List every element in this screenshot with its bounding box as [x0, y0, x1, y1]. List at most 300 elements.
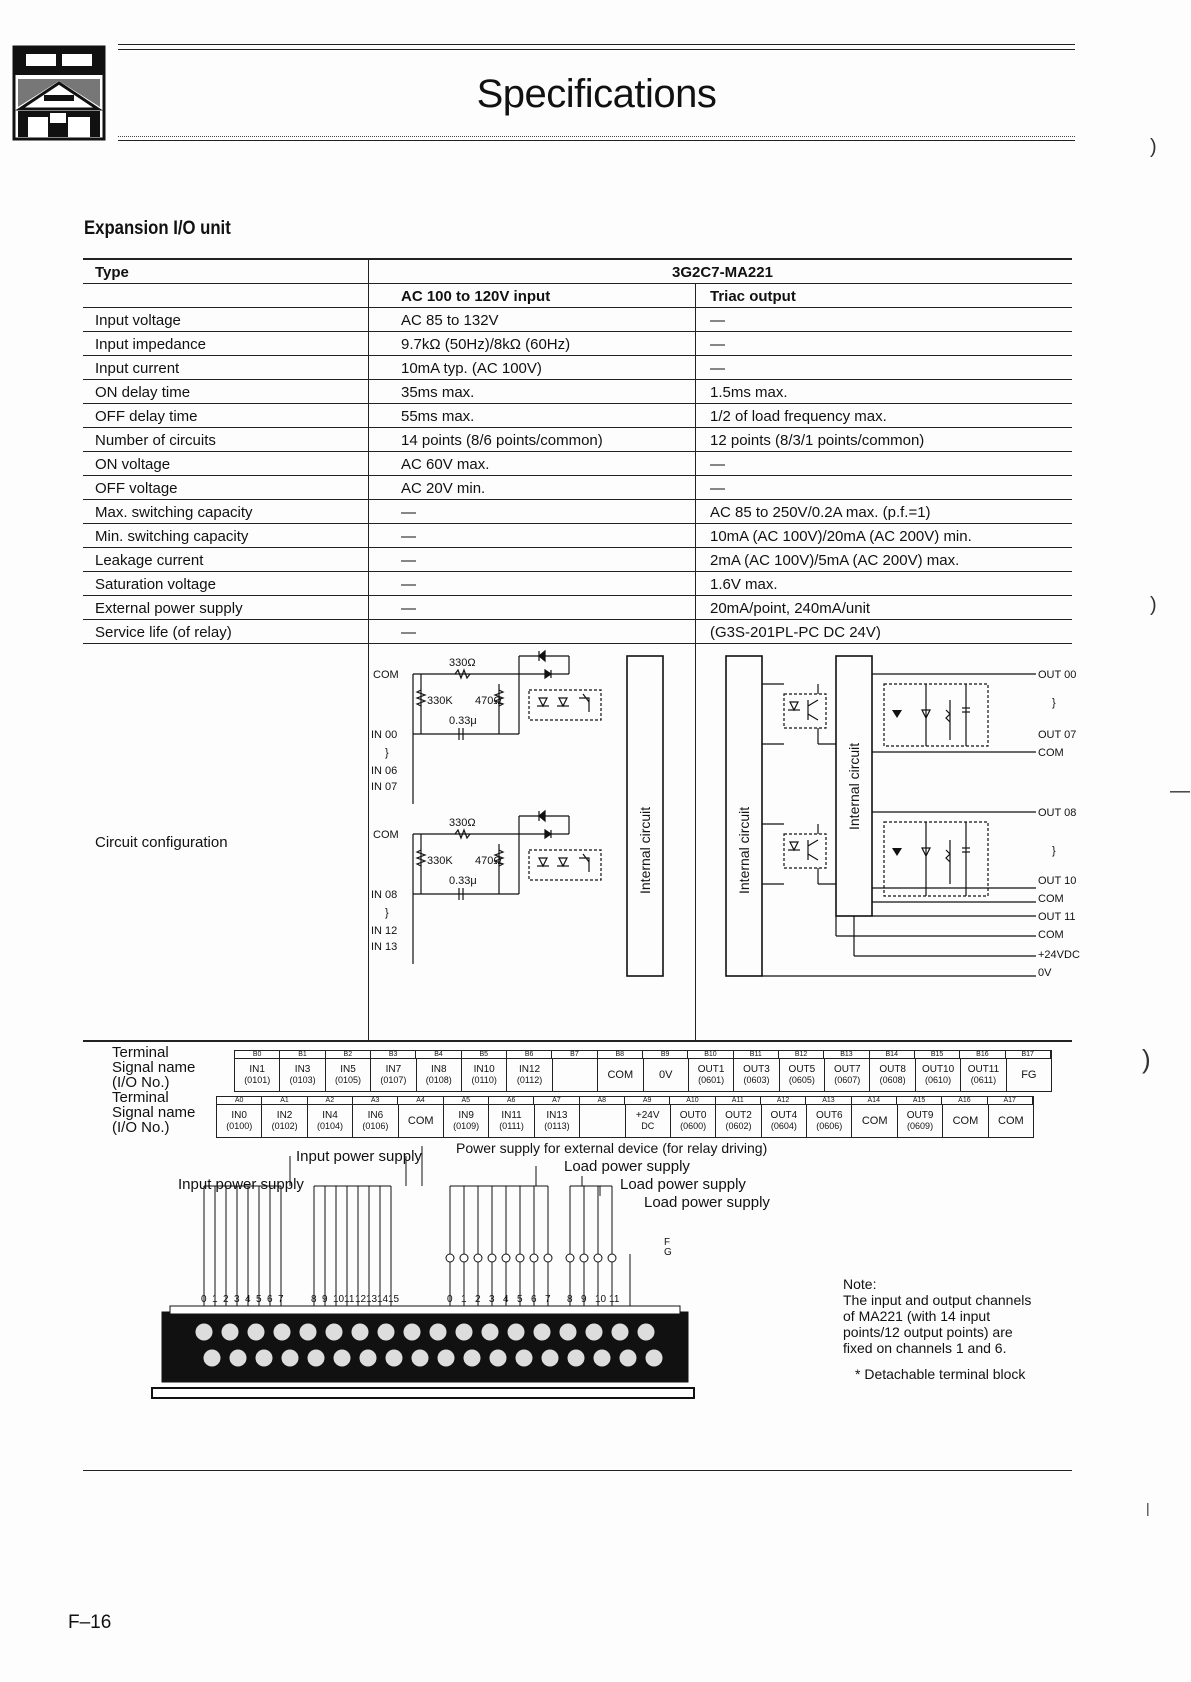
label-internal: Internal circuit: [637, 806, 653, 894]
signal-label: Signal name: [112, 1059, 196, 1076]
terminal-cell: [898, 1105, 943, 1137]
screw-icon: [247, 1323, 265, 1341]
terminal-index: 6: [267, 1294, 273, 1305]
terminal-number: B6: [507, 1051, 552, 1058]
terminal-number: A11: [716, 1097, 761, 1104]
screw-icon: [195, 1323, 213, 1341]
spec-input-value: —: [369, 547, 696, 571]
signal-name: IN7: [385, 1064, 402, 1075]
signal-name: FG: [1021, 1068, 1037, 1081]
spec-output-value: 1.5ms max.: [696, 379, 1073, 403]
screw-icon: [307, 1349, 325, 1367]
terminal-a-row: [216, 1104, 1034, 1138]
signal-name: IN8: [430, 1064, 447, 1075]
terminal-number: A6: [489, 1097, 534, 1104]
terminal-cell: [462, 1059, 507, 1091]
io-number: (0111): [499, 1121, 524, 1131]
spec-input-value: 35ms max.: [369, 379, 696, 403]
signal-name: OUT7: [833, 1064, 861, 1075]
input-power-label: Input power supply: [178, 1176, 304, 1193]
io-number: (0101): [244, 1075, 271, 1085]
label-r1: 330Ω: [449, 816, 476, 829]
terminal-index: 2: [475, 1294, 481, 1305]
label-in00: IN 00: [371, 728, 398, 741]
spec-label: Input current: [83, 355, 369, 379]
screw-icon: [411, 1349, 429, 1367]
terminal-cell: [916, 1059, 961, 1091]
terminal-index: 11: [609, 1294, 620, 1305]
terminal-cell: [644, 1059, 689, 1091]
terminal-cell: [535, 1105, 580, 1137]
label-com: COM: [1038, 928, 1064, 941]
spec-output-value: 1/2 of load frequency max.: [696, 403, 1073, 427]
label-out00: OUT 00: [1038, 668, 1077, 681]
io-label: (I/O No.): [112, 1074, 170, 1091]
io-number: (0604): [770, 1121, 797, 1131]
terminal-index: 13: [366, 1294, 378, 1305]
signal-name: IN5: [340, 1064, 356, 1075]
spec-output-value: 10mA (AC 100V)/20mA (AC 200V) min.: [696, 523, 1073, 547]
screw-icon: [645, 1349, 663, 1367]
label-r3: 470Ω: [475, 694, 502, 707]
screw-icon: [515, 1349, 533, 1367]
io-number: (0112): [516, 1075, 543, 1085]
label-in07: IN 07: [371, 780, 398, 793]
label-in08: IN 08: [371, 888, 398, 901]
signal-name: OUT3: [743, 1064, 770, 1075]
header-rule: [118, 140, 1075, 141]
terminal-number: A5: [444, 1097, 489, 1104]
terminal-cell: [716, 1105, 761, 1137]
label-out11: OUT 11: [1038, 910, 1076, 923]
screw-icon: [299, 1323, 317, 1341]
label-24vdc: +24VDC: [1038, 948, 1080, 961]
terminal-number: B2: [326, 1051, 371, 1058]
screw-icon: [533, 1323, 551, 1341]
load-icon: [474, 1254, 482, 1262]
load-icon: [594, 1254, 602, 1262]
terminal-index: 3: [234, 1294, 240, 1305]
signal-name: IN3: [294, 1064, 311, 1075]
spec-label: OFF voltage: [83, 475, 369, 499]
terminal-cell: [444, 1105, 489, 1137]
section-title: Expansion I/O unit: [84, 218, 231, 239]
terminal-number: B15: [915, 1051, 960, 1058]
spec-label: Leakage current: [83, 547, 369, 571]
signal-name: OUT4: [770, 1110, 798, 1121]
io-number: (0608): [879, 1075, 906, 1085]
terminal-cell: [326, 1059, 371, 1091]
signal-name: IN0: [231, 1110, 247, 1121]
terminal-cell: [507, 1059, 552, 1091]
spec-row: [83, 403, 1072, 427]
terminal-cell: [989, 1105, 1033, 1137]
terminal-cell: [553, 1059, 598, 1091]
spec-row: [83, 355, 1072, 379]
terminal-number: A9: [625, 1097, 670, 1104]
col-input-header: AC 100 to 120V input: [369, 283, 696, 307]
input-circuit-cell: [369, 643, 696, 1041]
terminal-cell: [671, 1105, 716, 1137]
input-circuit-lower: [413, 811, 601, 964]
spec-input-value: —: [369, 595, 696, 619]
spec-input-value: AC 20V min.: [369, 475, 696, 499]
circuit-row: [83, 643, 1072, 1041]
terminal-number: B10: [688, 1051, 733, 1058]
screw-icon: [507, 1323, 525, 1341]
fg-label: F G: [664, 1237, 672, 1258]
terminal-cell: [417, 1059, 462, 1091]
terminal-number: A1: [262, 1097, 307, 1104]
terminal-number: A4: [398, 1097, 443, 1104]
spec-row: [83, 451, 1072, 475]
label-com: COM: [373, 828, 399, 841]
spec-label: Number of circuits: [83, 427, 369, 451]
terminal-index: 2: [223, 1294, 229, 1305]
terminal-number: B8: [598, 1051, 643, 1058]
io-number: (0607): [834, 1075, 861, 1085]
margin-mark: ): [1150, 136, 1157, 158]
screw-icon: [385, 1349, 403, 1367]
terminal-index: 3: [489, 1294, 495, 1305]
terminal-index: 14: [377, 1294, 389, 1305]
input-circuit-upper: [413, 651, 601, 804]
signal-name: IN4: [322, 1110, 338, 1121]
terminal-number: A0: [217, 1097, 262, 1104]
terminal-number: A13: [806, 1097, 851, 1104]
spec-output-value: —: [696, 475, 1073, 499]
wiring-svg: [160, 1146, 840, 1466]
screw-icon: [429, 1323, 447, 1341]
terminal-index: 5: [256, 1294, 262, 1305]
spec-label: ON delay time: [83, 379, 369, 403]
spec-row: [83, 547, 1072, 571]
spec-label: Max. switching capacity: [83, 499, 369, 523]
model-name: 3G2C7-MA221: [369, 259, 1073, 283]
label-0v: 0V: [1038, 966, 1052, 979]
io-number: (0106): [362, 1121, 389, 1131]
spec-output-value: 12 points (8/3/1 points/common): [696, 427, 1073, 451]
terminal-cell: [262, 1105, 307, 1137]
terminal-number: B5: [462, 1051, 507, 1058]
load-icon: [608, 1254, 616, 1262]
screw-icon: [359, 1349, 377, 1367]
screw-icon: [229, 1349, 247, 1367]
terminal-cell: [598, 1059, 643, 1091]
label-com: COM: [1038, 892, 1064, 905]
spec-label: ON voltage: [83, 451, 369, 475]
spec-row: [83, 307, 1072, 331]
io-number: (0113): [544, 1121, 570, 1131]
spec-row: [83, 499, 1072, 523]
io-number: (0609): [907, 1121, 934, 1131]
spec-input-value: AC 85 to 132V: [369, 307, 696, 331]
spec-input-value: 14 points (8/6 points/common): [369, 427, 696, 451]
terminal-number: A10: [670, 1097, 715, 1104]
spec-row: [83, 331, 1072, 355]
io-number: (0110): [471, 1075, 497, 1085]
terminal-index: 1: [461, 1294, 467, 1305]
label-out07: OUT 07: [1038, 728, 1077, 741]
terminal-cell: [399, 1105, 444, 1137]
spec-output-value: AC 85 to 250V/0.2A max. (p.f.=1): [696, 499, 1073, 523]
terminal-number: A7: [534, 1097, 579, 1104]
signal-name: OUT10: [921, 1064, 955, 1075]
signal-name: COM: [407, 1114, 434, 1127]
spec-row: [83, 595, 1072, 619]
note-block: [843, 1276, 1043, 1382]
screw-icon: [489, 1349, 507, 1367]
signal-label: Signal name: [112, 1104, 196, 1121]
label-tilde: }: [1052, 844, 1056, 857]
terminal-cell: [489, 1105, 534, 1137]
label-in13: IN 13: [371, 940, 398, 953]
label-tilde: }: [1052, 696, 1056, 709]
screw-icon: [403, 1323, 421, 1341]
spec-output-value: —: [696, 307, 1073, 331]
signal-name: OUT8: [879, 1064, 906, 1075]
terminal-index: 4: [245, 1294, 251, 1305]
io-number: (0603): [743, 1075, 770, 1085]
margin-mark: ): [1150, 594, 1157, 616]
load-icon: [446, 1254, 454, 1262]
col-output-header: Triac output: [696, 283, 1073, 307]
margin-mark: —: [1170, 780, 1190, 802]
terminal-index: 15: [388, 1294, 400, 1305]
spec-output-value: —: [696, 451, 1073, 475]
screw-icon: [559, 1323, 577, 1341]
load-icon: [502, 1254, 510, 1262]
io-number: (0107): [380, 1075, 407, 1085]
label-cap: 0.33μ: [449, 874, 477, 887]
terminal-number: B11: [734, 1051, 779, 1058]
signal-name: IN11: [501, 1110, 522, 1121]
io-number: (0605): [788, 1075, 815, 1085]
spec-label: Input voltage: [83, 307, 369, 331]
input-circuit-diagram: [369, 644, 695, 1040]
terminal-number: B7: [552, 1051, 597, 1058]
terminal-label: Terminal: [112, 1044, 169, 1061]
signal-name: COM: [861, 1114, 888, 1127]
terminal-number: A3: [353, 1097, 398, 1104]
terminal-index: 0: [201, 1294, 207, 1305]
signal-name: OUT5: [788, 1064, 816, 1075]
screw-icon: [333, 1349, 351, 1367]
terminal-label: Terminal: [112, 1089, 169, 1106]
terminal-index: 10: [595, 1294, 607, 1305]
signal-name: IN1: [249, 1064, 265, 1075]
load-icon: [530, 1254, 538, 1262]
terminal-b-row: [234, 1058, 1052, 1092]
spec-row: [83, 475, 1072, 499]
label-com: COM: [373, 668, 399, 681]
terminal-index: 1: [212, 1294, 218, 1305]
signal-name: IN2: [276, 1110, 293, 1121]
signal-name: IN10: [473, 1064, 495, 1075]
io-number: (0602): [725, 1121, 752, 1131]
signal-name: OUT2: [725, 1110, 752, 1121]
terminal-cell: [353, 1105, 398, 1137]
terminal-number: B3: [371, 1051, 416, 1058]
terminal-cell: [852, 1105, 897, 1137]
terminal-index: 8: [311, 1294, 317, 1305]
terminal-number: A15: [897, 1097, 942, 1104]
io-number: (0100): [226, 1121, 253, 1131]
terminal-number: B16: [960, 1051, 1005, 1058]
spec-table: [83, 258, 1080, 1042]
load-power-label: Load power supply: [620, 1176, 746, 1193]
screw-icon: [255, 1349, 273, 1367]
screw-icon: [437, 1349, 455, 1367]
terminal-cell: [217, 1105, 262, 1137]
signal-name: OUT0: [679, 1110, 707, 1121]
terminal-index: 5: [517, 1294, 523, 1305]
spec-output-value: 2mA (AC 100V)/5mA (AC 200V) max.: [696, 547, 1073, 571]
terminal-index: 9: [581, 1294, 587, 1305]
io-label: (I/O No.): [112, 1119, 170, 1136]
load-icon: [516, 1254, 524, 1262]
terminal-index: 12: [355, 1294, 367, 1305]
signal-name: 0V: [658, 1068, 673, 1081]
terminal-cell: [1007, 1059, 1051, 1091]
label-in12: IN 12: [371, 924, 398, 937]
signal-name: OUT1: [697, 1064, 725, 1075]
screw-icon: [455, 1323, 473, 1341]
note-title: Note:: [843, 1276, 877, 1292]
terminal-arrangement: [112, 1045, 1072, 1145]
terminal-cell: [626, 1105, 671, 1137]
terminal-block-footer: [152, 1388, 694, 1398]
page-title: Specifications: [476, 72, 717, 116]
terminal-index: 7: [545, 1294, 551, 1305]
screw-icon: [351, 1323, 369, 1341]
screw-icon: [585, 1323, 603, 1341]
section-logo-icon: [12, 45, 106, 141]
signal-name: IN13: [546, 1110, 568, 1121]
terminal-index: 7: [278, 1294, 284, 1305]
signal-name: +24V: [635, 1110, 660, 1121]
terminal-cell: [825, 1059, 870, 1091]
spec-output-value: 1.6V max.: [696, 571, 1073, 595]
io-number: (0105): [334, 1075, 361, 1085]
label-internal: Internal circuit: [736, 806, 752, 894]
spec-output-value: (G3S-201PL-PC DC 24V): [696, 619, 1073, 643]
output-circuit-cell: [696, 643, 1080, 1041]
spec-header-row: [83, 259, 1072, 283]
spec-row: [83, 571, 1072, 595]
spec-input-value: —: [369, 619, 696, 643]
signal-name: IN9: [458, 1110, 474, 1121]
margin-mark: ): [1142, 1044, 1151, 1074]
terminal-number: B1: [280, 1051, 325, 1058]
load-icon: [460, 1254, 468, 1262]
type-label: Type: [83, 259, 369, 283]
terminal-number: B17: [1006, 1051, 1051, 1058]
load-icon: [580, 1254, 588, 1262]
terminal-index: 11: [344, 1294, 355, 1305]
terminal-index: 10: [333, 1294, 345, 1305]
terminal-index: 8: [567, 1294, 573, 1305]
io-number: (0103): [289, 1075, 316, 1085]
spec-label: Min. switching capacity: [83, 523, 369, 547]
signal-name: COM: [607, 1068, 634, 1081]
screw-icon: [619, 1349, 637, 1367]
note-body: The input and output channels of MA221 (with 14 input points/12 output points) are fixed on channels 1 and 6.: [843, 1292, 1032, 1356]
terminal-number: B4: [416, 1051, 461, 1058]
io-number: DC: [641, 1121, 655, 1131]
screw-icon: [281, 1349, 299, 1367]
terminal-number: A14: [852, 1097, 897, 1104]
io-number: (0611): [970, 1075, 997, 1085]
terminal-index: 4: [503, 1294, 509, 1305]
label-r2: 330K: [427, 694, 453, 707]
terminal-number: A2: [308, 1097, 353, 1104]
spec-output-value: 20mA/point, 240mA/unit: [696, 595, 1073, 619]
spec-input-value: —: [369, 523, 696, 547]
terminal-number: A12: [761, 1097, 806, 1104]
io-number: (0102): [271, 1121, 298, 1131]
load-power-label: Load power supply: [644, 1194, 770, 1211]
screw-icon: [637, 1323, 655, 1341]
terminal-cell: [308, 1105, 353, 1137]
spec-input-value: AC 60V max.: [369, 451, 696, 475]
label-tilde: }: [385, 746, 389, 759]
terminal-number: A17: [988, 1097, 1033, 1104]
signal-name: OUT11: [967, 1064, 1000, 1075]
io-number: (0606): [816, 1121, 843, 1131]
io-number: (0601): [698, 1075, 725, 1085]
label-in06: IN 06: [371, 764, 398, 777]
terminal-block-body: [162, 1312, 688, 1382]
terminal-cell: [371, 1059, 416, 1091]
note-footnote: * Detachable terminal block: [855, 1366, 1026, 1382]
input-power-label: Input power supply: [296, 1148, 422, 1165]
screw-icon: [481, 1323, 499, 1341]
header-rule: [118, 49, 1075, 50]
io-number: (0109): [453, 1121, 480, 1131]
label-r3: 470Ω: [475, 854, 502, 867]
spec-subheader-row: [83, 283, 1072, 307]
spec-row: [83, 523, 1072, 547]
label-cap: 0.33μ: [449, 714, 477, 727]
terminal-number: B13: [824, 1051, 869, 1058]
terminal-cell: [961, 1059, 1006, 1091]
spec-label: External power supply: [83, 595, 369, 619]
ext-power-label: Power supply for external device (for relay driving): [456, 1140, 768, 1156]
screw-icon: [593, 1349, 611, 1367]
signal-name: OUT6: [815, 1110, 843, 1121]
screw-icon: [611, 1323, 629, 1341]
output-circuit-upper: [762, 674, 1036, 752]
terminal-number: B0: [235, 1051, 280, 1058]
spec-row: [83, 427, 1072, 451]
spec-label: Input impedance: [83, 331, 369, 355]
terminal-number: B12: [779, 1051, 824, 1058]
load-icon: [544, 1254, 552, 1262]
terminal-cell: [807, 1105, 852, 1137]
screw-icon: [567, 1349, 585, 1367]
screw-icon: [377, 1323, 395, 1341]
spec-output-value: —: [696, 355, 1073, 379]
circuit-label: Circuit configuration: [83, 643, 369, 1041]
spec-input-value: 9.7kΩ (50Hz)/8kΩ (60Hz): [369, 331, 696, 355]
terminal-cell: [943, 1105, 988, 1137]
io-number: (0104): [316, 1121, 343, 1131]
label-internal: Internal circuit: [846, 742, 862, 830]
load-icon: [566, 1254, 574, 1262]
signal-name: IN6: [367, 1110, 384, 1121]
terminal-number: A8: [580, 1097, 625, 1104]
